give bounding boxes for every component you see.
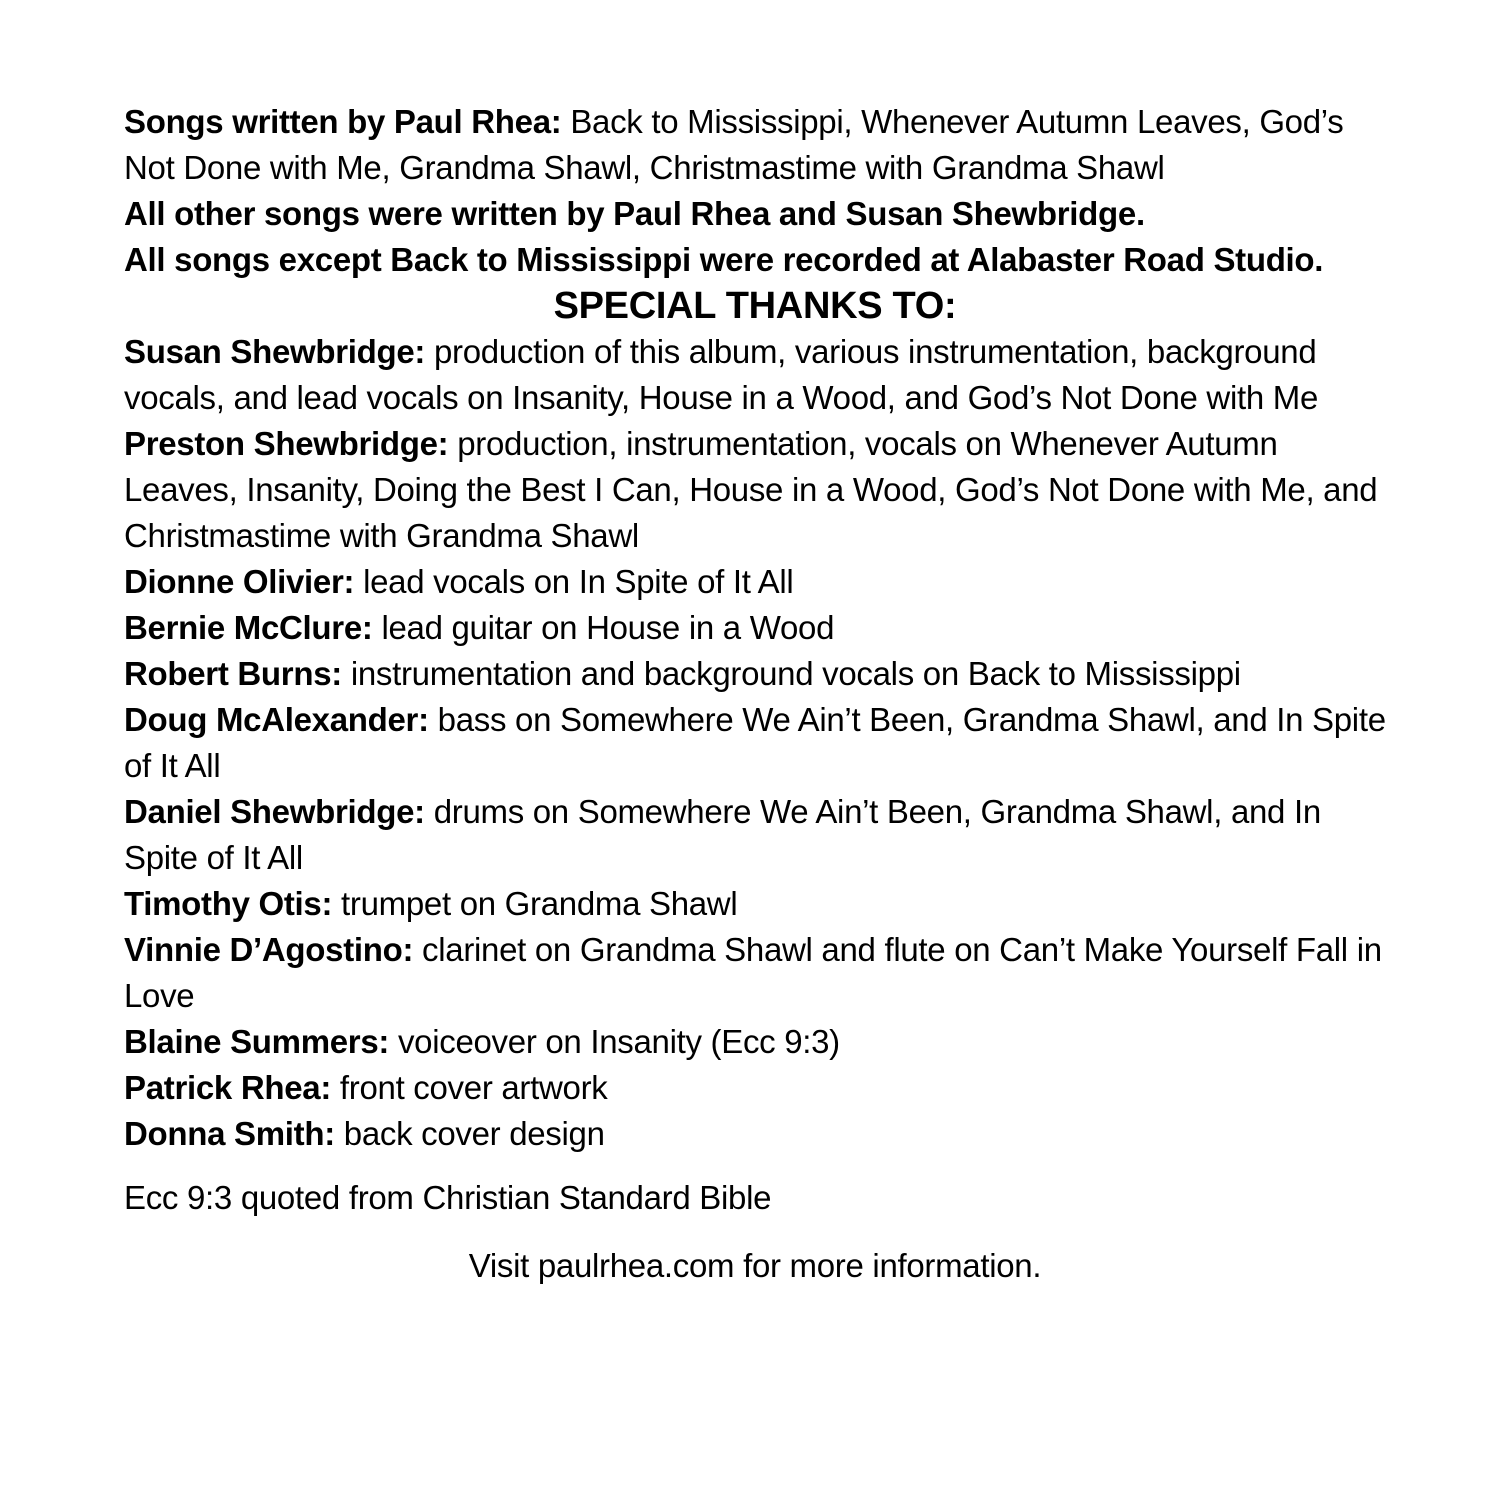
credits-list	[124, 329, 1386, 1157]
credit-entry	[124, 697, 1386, 789]
credit-role: trumpet on Grandma Shawl	[341, 885, 738, 922]
intro-paragraph-songwriting	[124, 99, 1386, 191]
credit-entry	[124, 605, 1386, 651]
credit-role: production of this album, various instrumentation, background vocals, and lead vocals on Insanity, House in a Wood, and God’s Not Done with Me	[124, 333, 1319, 416]
credit-role: instrumentation and background vocals on Back to Mississippi	[350, 655, 1241, 692]
credit-role: drums on Somewhere We Ain’t Been, Grandma Shawl, and In Spite of It All	[124, 793, 1321, 876]
credit-name: Susan Shewbridge:	[124, 333, 426, 370]
bible-quote-footnote: Ecc 9:3 quoted from Christian Standard Bible	[124, 1179, 772, 1216]
website-footer: Visit paulrhea.com for more information.	[468, 1247, 1042, 1284]
special-thanks-heading: SPECIAL THANKS TO:	[553, 285, 957, 327]
credit-entry	[124, 1019, 1386, 1065]
credit-name: Blaine Summers:	[124, 1023, 390, 1060]
intro-songwriting-songs: Back to Mississippi, Whenever Autumn Leaves, God’s Not Done with Me, Grandma Shawl, Christmastime with Grandma Shawl	[124, 103, 1344, 186]
credit-name: Preston Shewbridge:	[124, 425, 449, 462]
intro-songwriting-label: Songs written by Paul Rhea:	[124, 103, 562, 140]
credit-role: lead guitar on House in a Wood	[381, 609, 835, 646]
credit-name: Bernie McClure:	[124, 609, 373, 646]
credit-role: bass on Somewhere We Ain’t Been, Grandma Shawl, and In Spite of It All	[124, 701, 1386, 784]
credit-role: lead vocals on In Spite of It All	[363, 563, 794, 600]
credit-entry	[124, 1111, 1386, 1157]
credit-role: back cover design	[343, 1115, 605, 1152]
credit-entry	[124, 881, 1386, 927]
credit-role: clarinet on Grandma Shawl and flute on Can’t Make Yourself Fall in Love	[124, 931, 1382, 1014]
credit-entry	[124, 651, 1386, 697]
credit-name: Robert Burns:	[124, 655, 342, 692]
credit-entry	[124, 789, 1386, 881]
intro-studio-text: All songs except Back to Mississippi were recorded at Alabaster Road Studio.	[124, 241, 1324, 278]
credit-name: Patrick Rhea:	[124, 1069, 332, 1106]
credit-name: Vinnie D’Agostino:	[124, 931, 414, 968]
content-area	[124, 99, 1386, 1289]
credit-role: front cover artwork	[339, 1069, 608, 1106]
credit-name: Dionne Olivier:	[124, 563, 355, 600]
intro-paragraph-studio	[124, 237, 1386, 283]
intro-paragraph-other-songs	[124, 191, 1386, 237]
credit-name: Donna Smith:	[124, 1115, 335, 1152]
credit-role: voiceover on Insanity (Ecc 9:3)	[397, 1023, 840, 1060]
credit-name: Daniel Shewbridge:	[124, 793, 425, 830]
intro-other-songs-text: All other songs were written by Paul Rhea and Susan Shewbridge.	[124, 195, 1145, 232]
credit-entry	[124, 1065, 1386, 1111]
credit-role: production, instrumentation, vocals on Whenever Autumn Leaves, Insanity, Doing the Best I Can, House in a Wood, God’s Not Done with Me, and Christmastime with Grandma Shawl	[124, 425, 1378, 554]
credit-name: Doug McAlexander:	[124, 701, 429, 738]
credit-entry	[124, 329, 1386, 421]
credit-name: Timothy Otis:	[124, 885, 333, 922]
credit-entry	[124, 559, 1386, 605]
intro-section	[124, 99, 1386, 283]
credit-entry	[124, 927, 1386, 1019]
credit-entry	[124, 421, 1386, 559]
